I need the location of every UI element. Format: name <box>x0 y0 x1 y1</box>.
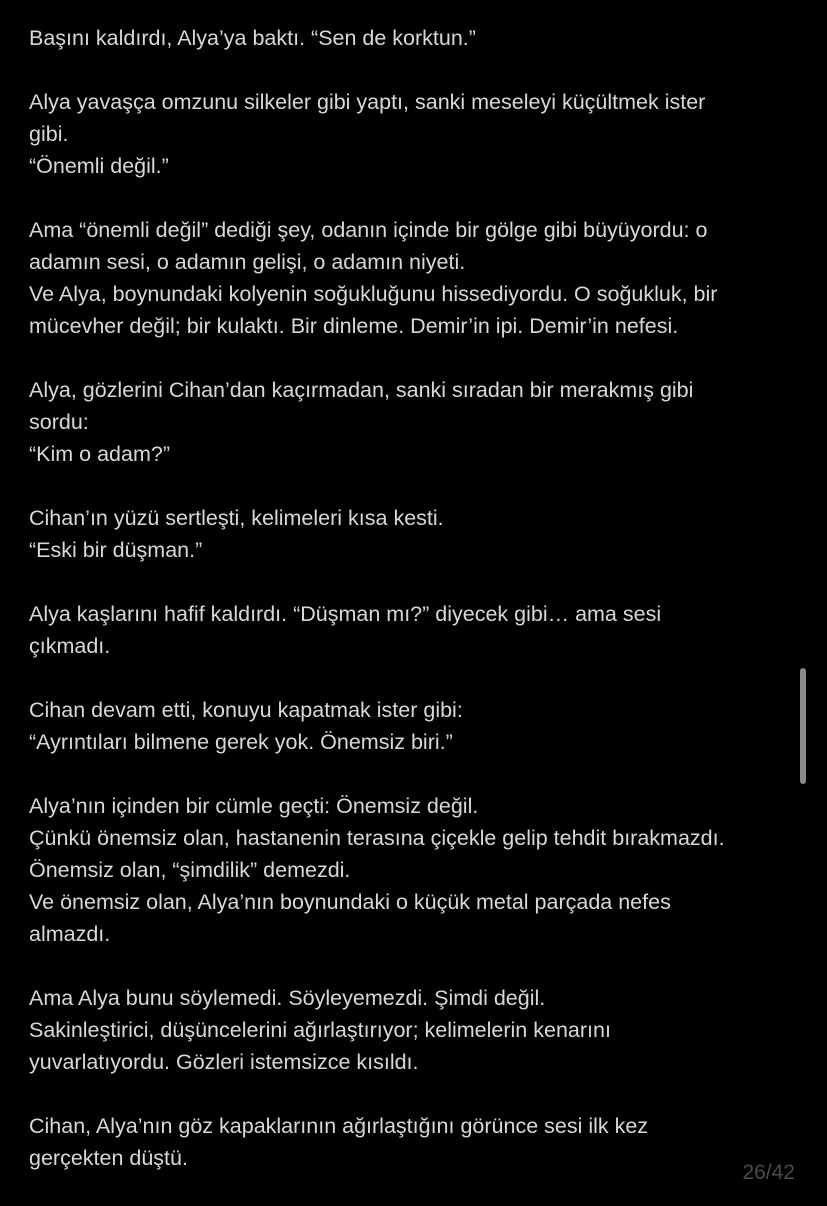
text-line: Sakinleştirici, düşüncelerini ağırlaştırıyor; kelimelerin kenarını <box>29 1018 611 1042</box>
text-line: Başını kaldırdı, Alya’ya baktı. “Sen de korktun.” <box>29 26 476 50</box>
text-line: “Kim o adam?” <box>29 442 170 466</box>
paragraph <box>29 982 799 1078</box>
page-indicator: 26/42 <box>742 1161 795 1184</box>
text-line: mücevher değil; bir kulaktı. Bir dinleme. Demir’in ipi. Demir’in nefesi. <box>29 314 679 338</box>
text-line: Alya’nın içinden bir cümle geçti: Önemsiz değil. <box>29 794 479 818</box>
text-line: çıkmadı. <box>29 634 111 658</box>
text-line: gibi. <box>29 122 69 146</box>
text-line: gerçekten düştü. <box>29 1146 188 1170</box>
text-line: Alya yavaşça omzunu silkeler gibi yaptı, sanki meseleyi küçültmek ister <box>29 90 706 114</box>
text-line: yuvarlatıyordu. Gözleri istemsizce kısıldı. <box>29 1050 419 1074</box>
text-line: Ama “önemli değil” dediği şey, odanın içinde bir gölge gibi büyüyordu: o <box>29 218 708 242</box>
text-line: Cihan, Alya’nın göz kapaklarının ağırlaştığını görünce sesi ilk kez <box>29 1114 649 1138</box>
text-line: Cihan devam etti, konuyu kapatmak ister gibi: <box>29 698 463 722</box>
text-line: “Eski bir düşman.” <box>29 538 203 562</box>
text-line: Ve önemsiz olan, Alya’nın boynundaki o küçük metal parçada nefes <box>29 890 671 914</box>
text-line: “Ayrıntıları bilmene gerek yok. Önemsiz biri.” <box>29 730 453 754</box>
scrollbar-thumb[interactable] <box>800 668 806 784</box>
paragraph <box>29 86 799 182</box>
text-line: sordu: <box>29 410 89 434</box>
reader-text-area <box>29 22 799 1206</box>
text-line: almazdı. <box>29 922 111 946</box>
paragraph <box>29 1110 799 1174</box>
text-line: Cihan’ın yüzü sertleşti, kelimeleri kısa kesti. <box>29 506 444 530</box>
text-line: Çünkü önemsiz olan, hastanenin terasına çiçekle gelip tehdit bırakmazdı. <box>29 826 725 850</box>
paragraph <box>29 790 799 950</box>
paragraph <box>29 502 799 566</box>
text-line: Alya, gözlerini Cihan’dan kaçırmadan, sanki sıradan bir merakmış gibi <box>29 378 694 402</box>
paragraph <box>29 22 799 54</box>
text-line: “Önemli değil.” <box>29 154 169 178</box>
text-line: Alya kaşlarını hafif kaldırdı. “Düşman mı?” diyecek gibi… ama sesi <box>29 602 662 626</box>
paragraph <box>29 214 799 342</box>
text-line: Önemsiz olan, “şimdilik” demezdi. <box>29 858 351 882</box>
paragraph <box>29 374 799 470</box>
text-line: Ve Alya, boynundaki kolyenin soğukluğunu hissediyordu. O soğukluk, bir <box>29 282 718 306</box>
text-line: Ama Alya bunu söylemedi. Söyleyemezdi. Şimdi değil. <box>29 986 546 1010</box>
text-line: adamın sesi, o adamın gelişi, o adamın niyeti. <box>29 250 466 274</box>
paragraph <box>29 694 799 758</box>
paragraph <box>29 598 799 662</box>
